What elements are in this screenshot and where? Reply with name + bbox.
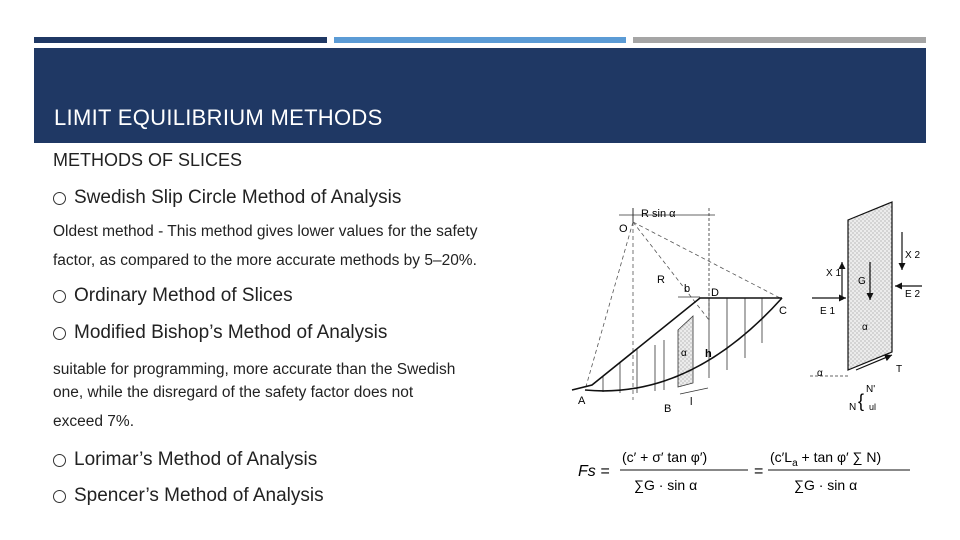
brace-glyph: { bbox=[858, 391, 865, 411]
center-o-label: O bbox=[619, 223, 628, 235]
radius-r-label: R bbox=[657, 274, 665, 286]
base-alpha-label: α bbox=[817, 368, 823, 379]
g-label: G bbox=[858, 276, 866, 287]
bullet-text: Lorimar’s Method of Analysis bbox=[74, 449, 318, 470]
l-dim bbox=[680, 388, 708, 394]
n-prime-label: N' bbox=[866, 384, 876, 395]
denominator-2: ∑G · sin α bbox=[794, 477, 858, 493]
slide-title: LIMIT EQUILIBRIUM METHODS bbox=[54, 105, 383, 130]
slice-alpha-label: α bbox=[862, 322, 868, 333]
x1-label: X 1 bbox=[826, 268, 842, 279]
radius-line-slice bbox=[633, 222, 709, 320]
ul-label: ul bbox=[869, 402, 877, 412]
bullet-text: Modified Bishop’s Method of Analysis bbox=[74, 322, 388, 343]
bullet-text: Ordinary Method of Slices bbox=[74, 285, 293, 306]
para-line: suitable for programming, more accurate than the Swedish bbox=[53, 361, 456, 378]
b-point-label: B bbox=[664, 403, 672, 415]
alpha-label: α bbox=[681, 348, 687, 359]
n-label: N bbox=[849, 402, 857, 413]
section-heading: METHODS OF SLICES bbox=[53, 150, 243, 170]
x2-label: X 2 bbox=[905, 250, 921, 261]
factor-of-safety-formula bbox=[576, 440, 916, 500]
numerator-1: (c′ + σ′ tan φ′) bbox=[622, 449, 708, 465]
radius-line-a bbox=[585, 222, 633, 390]
l-label: l bbox=[690, 396, 693, 408]
b-label: b bbox=[684, 283, 691, 295]
e2-label: E 2 bbox=[905, 289, 921, 300]
a-label: A bbox=[578, 395, 586, 407]
rsin-label: R sin α bbox=[641, 208, 676, 220]
bullet-text: Swedish Slip Circle Method of Analysis bbox=[74, 187, 402, 208]
para-line: Oldest method - This method gives lower values for the safety bbox=[53, 223, 478, 240]
fs-lhs: Fs = bbox=[578, 463, 610, 480]
equals-sign: = bbox=[754, 463, 764, 480]
t-label: T bbox=[896, 364, 903, 375]
radius-line-c bbox=[633, 222, 780, 298]
h-label: h bbox=[705, 348, 712, 360]
para-line: exceed 7%. bbox=[53, 413, 134, 430]
e1-label: E 1 bbox=[820, 306, 836, 317]
para-line: one, while the disregard of the safety factor does not bbox=[53, 384, 414, 401]
c-label: C bbox=[779, 305, 787, 317]
para-line: factor, as compared to the more accurate methods by 5–20%. bbox=[53, 252, 477, 269]
bullet-text: Spencer’s Method of Analysis bbox=[74, 485, 324, 506]
numerator-2: ($c'L_a + \tan \varphi'$ ∑ N) bbox=[770, 449, 882, 469]
denominator-1: ∑G · sin α bbox=[634, 477, 698, 493]
d-label: D bbox=[711, 287, 719, 299]
